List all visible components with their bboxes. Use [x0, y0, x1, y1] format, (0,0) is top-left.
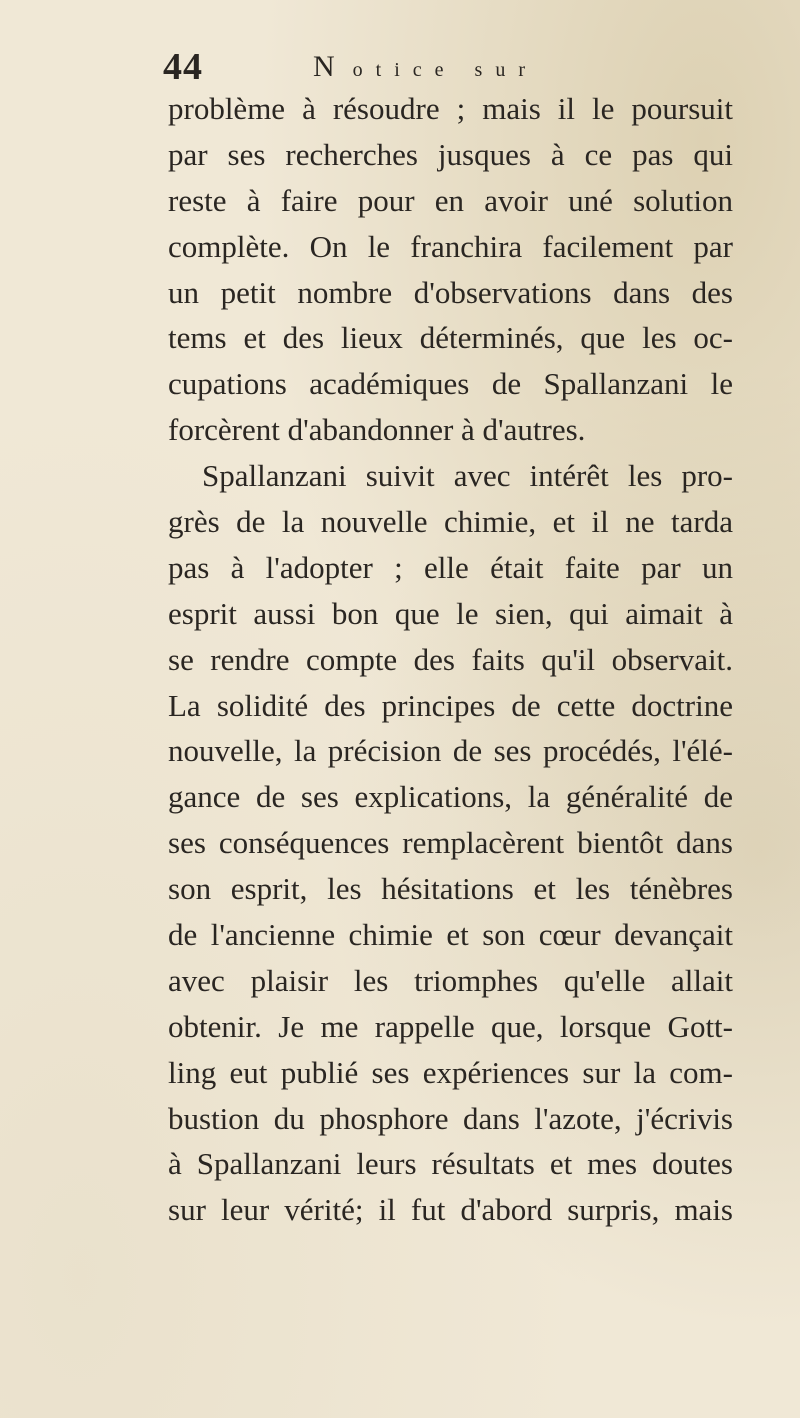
- text-line-11: pas à l'adopter ; elle était faite par un: [168, 549, 733, 585]
- running-head-rest: otice sur: [352, 59, 538, 81]
- text-line-3: reste à faire pour en avoir uné solution: [168, 182, 733, 218]
- text-line-10: grès de la nouvelle chimie, et il ne tarda: [168, 504, 733, 540]
- text-line-17: ses conséquences remplacèrent bientôt dans: [168, 825, 733, 861]
- text-line-2: par ses recherches jusques à ce pas qui: [168, 136, 733, 172]
- text-line-20: avec plaisir les triomphes qu'elle allait: [168, 962, 733, 998]
- text-line-22: ling eut publié ses expériences sur la com-: [168, 1054, 733, 1090]
- text-line-4: complète. On le franchira facilement par: [168, 228, 733, 264]
- page-header: [163, 42, 728, 92]
- text-line-13: se rendre compte des faits qu'il observait.: [168, 641, 733, 677]
- text-line-1: problème à résoudre ; mais il le poursuit: [168, 91, 733, 126]
- text-line-16: gance de ses explications, la généralité de: [168, 779, 733, 815]
- text-line-8: forcèrent d'abandonner à d'autres.: [168, 412, 586, 448]
- page-number: 44: [163, 46, 203, 88]
- body-text: [168, 86, 733, 1233]
- text-line-25: sur leur vérité; il fut d'abord surpris, mais: [168, 1192, 733, 1228]
- text-line-9: Spallanzani suivit avec intérêt les pro-: [202, 458, 733, 494]
- text-line-24: à Spallanzani leurs résultats et mes doutes: [168, 1146, 733, 1182]
- text-line-6: tems et des lieux déterminés, que les oc-: [168, 320, 733, 356]
- text-line-5: un petit nombre d'observations dans des: [168, 274, 733, 310]
- text-line-19: de l'ancienne chimie et son cœur devançait: [168, 917, 733, 953]
- text-line-21: obtenir. Je me rappelle que, lorsque Gott-: [168, 1008, 733, 1044]
- text-line-23: bustion du phosphore dans l'azote, j'écrivis: [168, 1100, 733, 1136]
- text-line-14: La solidité des principes de cette doctrine: [168, 687, 733, 723]
- text-line-15: nouvelle, la précision de ses procédés, l'élé-: [168, 733, 733, 769]
- text-line-12: esprit aussi bon que le sien, qui aimait à: [168, 595, 733, 631]
- text-line-18: son esprit, les hésitations et les ténèbres: [168, 871, 733, 907]
- text-line-7: cupations académiques de Spallanzani le: [168, 366, 733, 402]
- running-head-initial: N: [313, 50, 353, 83]
